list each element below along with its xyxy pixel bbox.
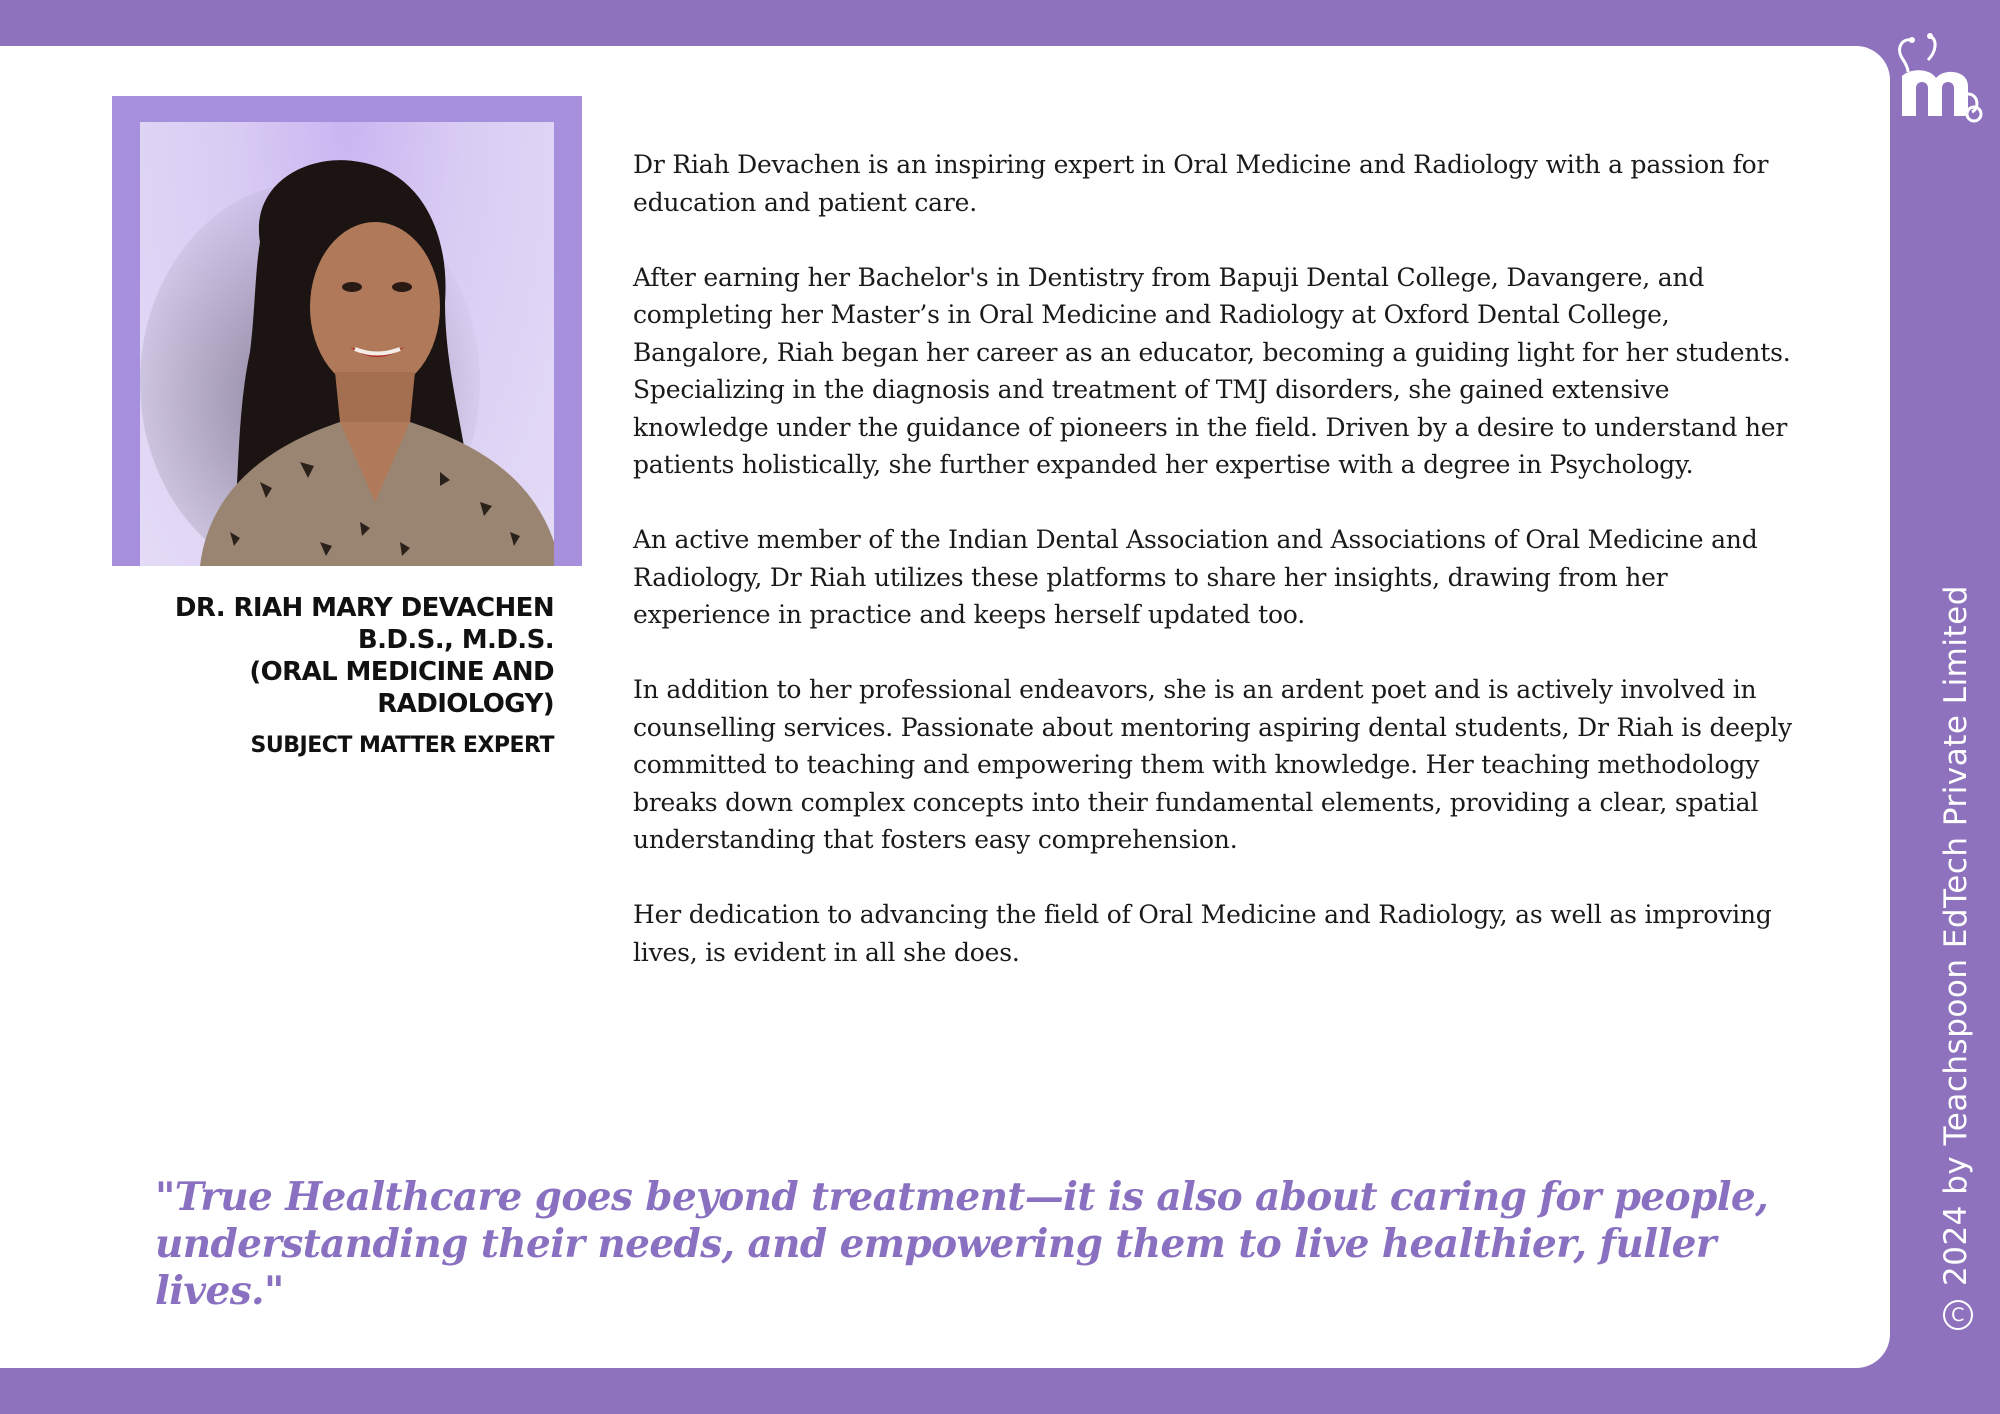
profile-name: DR. RIAH MARY DEVACHEN [174,593,554,623]
profile-name-block [150,592,554,762]
profile-degrees: B.D.S., M.D.S. [357,625,554,655]
bio-paragraph: Dr Riah Devachen is an inspiring expert in Oral Medicine and Radiology with a passion for education and patient care. [633,150,1769,217]
profile-specialty-line1: (ORAL MEDICINE AND [249,657,554,687]
bio-paragraph: Her dedication to advancing the field of Oral Medicine and Radiology, as well as improving lives, is evident in all she does. [633,900,1772,967]
quote-line-1: "True Healthcare goes beyond treatment—it is also about caring for people, [155,1174,1769,1220]
copyright-icon: C [1943,1300,1973,1330]
quote-line-2: understanding their needs, and empowering them to live healthier, fuller lives." [155,1221,1716,1314]
copyright-notice [1938,585,1974,1330]
portrait-illustration [140,122,554,566]
bio-paragraph: Specializing in the diagnosis and treatment of TMJ disorders, she gained extensive knowledge under the guidance of pioneers in the field. Driven by a desire to understand her patients holistically, she further expanded her expertise with a degree in Psychology. [633,375,1788,479]
stethoscope-m-logo-icon [1882,28,1992,128]
bio-paragraph: After earning her Bachelor's in Dentistry from Bapuji Dental College, Davangere, and completing her Master’s in Oral Medicine and Radiology at Oxford Dental College, Bangalore, Riah began her career as an educator, becoming a guiding light for her students. [633,262,1791,367]
biography [633,146,1803,971]
bio-paragraph: An active member of the Indian Dental Association and Associations of Oral Medicine and Radiology, Dr Riah utilizes these platforms to share her insights, drawing from her experience in practice and keeps herself updated too. [633,525,1758,629]
copyright-text: 2024 by Teachspoon EdTech Private Limited [1938,585,1974,1286]
profile-role: SUBJECT MATTER EXPERT [250,733,554,758]
quote [155,1174,1855,1315]
profile-specialty-line2: RADIOLOGY) [377,689,554,719]
photo-frame [112,96,582,566]
bio-paragraph: In addition to her professional endeavors, she is an ardent poet and is actively involved in counselling services. Passionate about mentoring aspiring dental students, Dr Riah is deeply committed to teaching and empowering them with knowledge. Her teaching methodology breaks down complex concepts into their fundamental elements, providing a clear, spatial understanding that fosters easy comprehension. [633,675,1792,854]
portrait-photo [140,122,554,566]
